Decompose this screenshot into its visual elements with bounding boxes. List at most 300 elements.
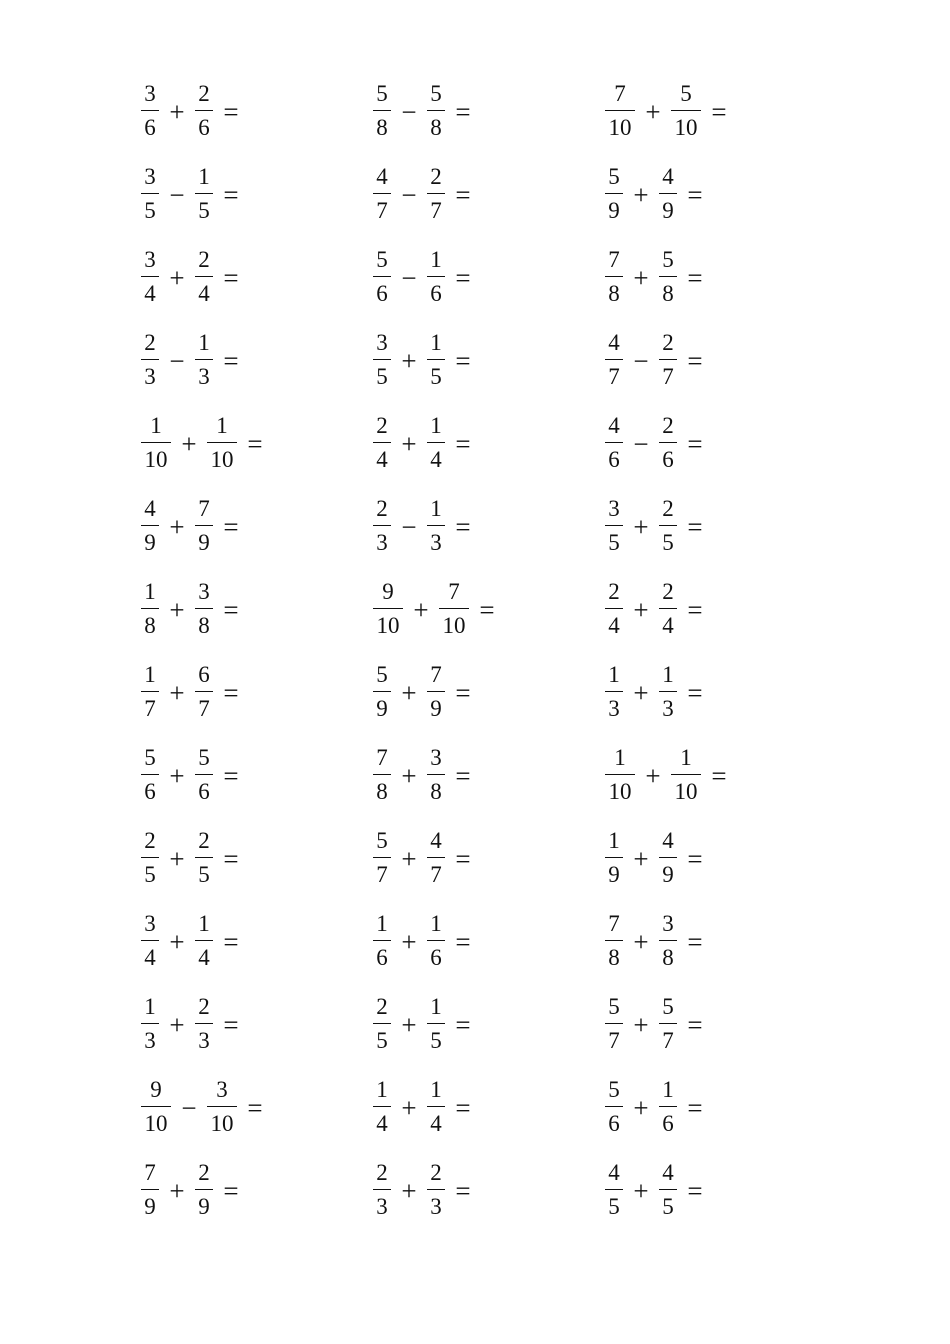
numerator: 7 bbox=[448, 579, 460, 604]
second-fraction bbox=[658, 907, 678, 979]
fraction-bar bbox=[427, 525, 445, 526]
operator-sign: + bbox=[169, 1010, 185, 1040]
operator-sign: + bbox=[401, 1010, 417, 1040]
fraction-bar bbox=[373, 774, 391, 775]
numerator: 4 bbox=[662, 828, 674, 853]
first-fraction bbox=[372, 658, 392, 730]
fraction-bar bbox=[141, 1106, 171, 1107]
numerator: 5 bbox=[680, 81, 692, 106]
fraction-bar bbox=[141, 276, 159, 277]
numerator: 2 bbox=[430, 1160, 442, 1185]
denominator: 5 bbox=[430, 364, 442, 389]
equals-sign: = bbox=[223, 761, 239, 791]
second-fraction bbox=[426, 326, 446, 398]
first-fraction bbox=[372, 907, 392, 979]
fraction-bar bbox=[195, 525, 213, 526]
fraction-bar bbox=[427, 1189, 445, 1190]
fraction-bar bbox=[605, 525, 623, 526]
second-fraction bbox=[194, 326, 214, 398]
operator-sign: + bbox=[645, 97, 661, 127]
equals-sign: = bbox=[223, 595, 239, 625]
fraction-bar bbox=[141, 1023, 159, 1024]
numerator: 2 bbox=[376, 1160, 388, 1185]
first-fraction bbox=[604, 1156, 624, 1228]
fraction-bar bbox=[605, 359, 623, 360]
numerator: 5 bbox=[376, 828, 388, 853]
fraction-bar bbox=[373, 691, 391, 692]
fraction-bar bbox=[439, 608, 469, 609]
numerator: 3 bbox=[144, 81, 156, 106]
numerator: 2 bbox=[662, 330, 674, 355]
numerator: 1 bbox=[376, 911, 388, 936]
first-fraction bbox=[140, 658, 160, 730]
operator-sign: − bbox=[169, 346, 185, 376]
operator-sign: + bbox=[401, 927, 417, 957]
second-fraction bbox=[426, 243, 446, 315]
operator-sign: + bbox=[633, 512, 649, 542]
fraction-bar bbox=[195, 1189, 213, 1190]
fraction-bar bbox=[605, 193, 623, 194]
fraction-bar bbox=[659, 1189, 677, 1190]
fraction-bar bbox=[373, 193, 391, 194]
denominator: 7 bbox=[198, 696, 210, 721]
denominator: 5 bbox=[608, 530, 620, 555]
equals-sign: = bbox=[455, 263, 471, 293]
fraction-bar bbox=[427, 110, 445, 111]
denominator: 7 bbox=[662, 1028, 674, 1053]
numerator: 7 bbox=[144, 1160, 156, 1185]
second-fraction bbox=[194, 243, 214, 315]
denominator: 9 bbox=[608, 198, 620, 223]
denominator: 8 bbox=[376, 779, 388, 804]
denominator: 7 bbox=[376, 862, 388, 887]
denominator: 8 bbox=[608, 945, 620, 970]
denominator: 4 bbox=[430, 1111, 442, 1136]
denominator: 4 bbox=[430, 447, 442, 472]
second-fraction bbox=[658, 243, 678, 315]
numerator: 5 bbox=[608, 1077, 620, 1102]
fraction-bar bbox=[427, 857, 445, 858]
denominator: 3 bbox=[662, 696, 674, 721]
equals-sign: = bbox=[687, 927, 703, 957]
operator-sign: + bbox=[633, 678, 649, 708]
first-fraction bbox=[604, 1073, 624, 1145]
operator-sign: + bbox=[169, 1176, 185, 1206]
denominator: 7 bbox=[376, 198, 388, 223]
numerator: 4 bbox=[662, 164, 674, 189]
denominator: 5 bbox=[662, 530, 674, 555]
operator-sign: − bbox=[633, 346, 649, 376]
first-fraction bbox=[372, 77, 392, 149]
numerator: 2 bbox=[198, 247, 210, 272]
operator-sign: + bbox=[645, 761, 661, 791]
fraction-bar bbox=[659, 525, 677, 526]
second-fraction bbox=[194, 658, 214, 730]
numerator: 5 bbox=[430, 81, 442, 106]
fraction-bar bbox=[195, 940, 213, 941]
equals-sign: = bbox=[687, 678, 703, 708]
numerator: 4 bbox=[662, 1160, 674, 1185]
numerator: 1 bbox=[144, 994, 156, 1019]
fraction-bar bbox=[427, 442, 445, 443]
equals-sign: = bbox=[223, 512, 239, 542]
denominator: 10 bbox=[674, 115, 698, 140]
fraction-bar bbox=[141, 525, 159, 526]
equals-sign: = bbox=[223, 263, 239, 293]
equals-sign: = bbox=[455, 1176, 471, 1206]
first-fraction bbox=[372, 1156, 392, 1228]
fraction-bar bbox=[373, 276, 391, 277]
numerator: 5 bbox=[662, 994, 674, 1019]
operator-sign: − bbox=[633, 429, 649, 459]
second-fraction bbox=[658, 824, 678, 896]
denominator: 5 bbox=[376, 364, 388, 389]
equals-sign: = bbox=[455, 429, 471, 459]
fraction-bar bbox=[373, 359, 391, 360]
denominator: 9 bbox=[198, 530, 210, 555]
first-fraction bbox=[372, 575, 404, 647]
numerator: 2 bbox=[198, 994, 210, 1019]
fraction-bar bbox=[195, 359, 213, 360]
fraction-bar bbox=[195, 110, 213, 111]
operator-sign: + bbox=[401, 1093, 417, 1123]
fraction-bar bbox=[141, 940, 159, 941]
numerator: 2 bbox=[430, 164, 442, 189]
fraction-bar bbox=[605, 276, 623, 277]
denominator: 9 bbox=[144, 1194, 156, 1219]
second-fraction bbox=[670, 77, 702, 149]
fraction-bar bbox=[605, 442, 623, 443]
denominator: 9 bbox=[662, 198, 674, 223]
operator-sign: + bbox=[633, 263, 649, 293]
denominator: 6 bbox=[608, 1111, 620, 1136]
numerator: 5 bbox=[198, 745, 210, 770]
numerator: 7 bbox=[376, 745, 388, 770]
denominator: 4 bbox=[198, 281, 210, 306]
numerator: 1 bbox=[216, 413, 228, 438]
operator-sign: − bbox=[401, 180, 417, 210]
equals-sign: = bbox=[687, 1176, 703, 1206]
second-fraction bbox=[194, 824, 214, 896]
equals-sign: = bbox=[711, 761, 727, 791]
numerator: 1 bbox=[608, 662, 620, 687]
equals-sign: = bbox=[687, 180, 703, 210]
fraction-bar bbox=[195, 691, 213, 692]
fraction-bar bbox=[659, 1106, 677, 1107]
denominator: 3 bbox=[430, 1194, 442, 1219]
denominator: 4 bbox=[376, 1111, 388, 1136]
operator-sign: + bbox=[401, 678, 417, 708]
fraction-bar bbox=[141, 359, 159, 360]
fraction-bar bbox=[605, 110, 635, 111]
denominator: 10 bbox=[442, 613, 466, 638]
numerator: 5 bbox=[144, 745, 156, 770]
numerator: 4 bbox=[376, 164, 388, 189]
second-fraction bbox=[194, 575, 214, 647]
equals-sign: = bbox=[687, 429, 703, 459]
operator-sign: + bbox=[169, 595, 185, 625]
fraction-bar bbox=[207, 1106, 237, 1107]
denominator: 6 bbox=[144, 779, 156, 804]
fraction-bar bbox=[141, 857, 159, 858]
denominator: 3 bbox=[144, 1028, 156, 1053]
fraction-bar bbox=[373, 525, 391, 526]
second-fraction bbox=[194, 160, 214, 232]
denominator: 10 bbox=[210, 1111, 234, 1136]
numerator: 7 bbox=[198, 496, 210, 521]
fraction-bar bbox=[195, 276, 213, 277]
equals-sign: = bbox=[455, 346, 471, 376]
fraction-bar bbox=[427, 1023, 445, 1024]
denominator: 4 bbox=[608, 613, 620, 638]
operator-sign: + bbox=[169, 97, 185, 127]
numerator: 2 bbox=[662, 413, 674, 438]
fraction-bar bbox=[427, 940, 445, 941]
second-fraction bbox=[194, 741, 214, 813]
second-fraction bbox=[670, 741, 702, 813]
second-fraction bbox=[426, 907, 446, 979]
numerator: 1 bbox=[430, 496, 442, 521]
numerator: 5 bbox=[376, 81, 388, 106]
denominator: 4 bbox=[144, 945, 156, 970]
fraction-bar bbox=[659, 276, 677, 277]
first-fraction bbox=[140, 907, 160, 979]
numerator: 1 bbox=[144, 579, 156, 604]
fraction-bar bbox=[207, 442, 237, 443]
numerator: 1 bbox=[198, 164, 210, 189]
denominator: 5 bbox=[144, 862, 156, 887]
second-fraction bbox=[426, 658, 446, 730]
denominator: 3 bbox=[144, 364, 156, 389]
equals-sign: = bbox=[711, 97, 727, 127]
numerator: 5 bbox=[376, 662, 388, 687]
first-fraction bbox=[604, 77, 636, 149]
denominator: 3 bbox=[376, 1194, 388, 1219]
first-fraction bbox=[140, 326, 160, 398]
numerator: 3 bbox=[144, 164, 156, 189]
denominator: 4 bbox=[144, 281, 156, 306]
second-fraction bbox=[658, 160, 678, 232]
operator-sign: + bbox=[401, 346, 417, 376]
numerator: 2 bbox=[144, 828, 156, 853]
denominator: 10 bbox=[376, 613, 400, 638]
fraction-bar bbox=[659, 442, 677, 443]
denominator: 5 bbox=[608, 1194, 620, 1219]
numerator: 5 bbox=[376, 247, 388, 272]
numerator: 3 bbox=[662, 911, 674, 936]
operator-sign: + bbox=[633, 1176, 649, 1206]
numerator: 1 bbox=[662, 662, 674, 687]
numerator: 7 bbox=[608, 911, 620, 936]
operator-sign: + bbox=[401, 1176, 417, 1206]
numerator: 2 bbox=[198, 81, 210, 106]
denominator: 3 bbox=[198, 1028, 210, 1053]
numerator: 1 bbox=[430, 994, 442, 1019]
second-fraction bbox=[194, 990, 214, 1062]
fraction-bar bbox=[659, 359, 677, 360]
numerator: 5 bbox=[608, 164, 620, 189]
second-fraction bbox=[194, 492, 214, 564]
denominator: 6 bbox=[608, 447, 620, 472]
fraction-bar bbox=[605, 940, 623, 941]
numerator: 9 bbox=[150, 1077, 162, 1102]
fraction-bar bbox=[373, 608, 403, 609]
operator-sign: + bbox=[633, 1093, 649, 1123]
first-fraction bbox=[140, 741, 160, 813]
numerator: 1 bbox=[144, 662, 156, 687]
denominator: 10 bbox=[144, 447, 168, 472]
denominator: 3 bbox=[430, 530, 442, 555]
operator-sign: + bbox=[401, 761, 417, 791]
fraction-bar bbox=[659, 193, 677, 194]
numerator: 1 bbox=[430, 1077, 442, 1102]
denominator: 8 bbox=[430, 115, 442, 140]
denominator: 8 bbox=[198, 613, 210, 638]
equals-sign: = bbox=[687, 595, 703, 625]
denominator: 10 bbox=[674, 779, 698, 804]
first-fraction bbox=[140, 492, 160, 564]
denominator: 9 bbox=[430, 696, 442, 721]
numerator: 2 bbox=[608, 579, 620, 604]
equals-sign: = bbox=[687, 1093, 703, 1123]
denominator: 7 bbox=[662, 364, 674, 389]
denominator: 7 bbox=[608, 364, 620, 389]
first-fraction bbox=[140, 77, 160, 149]
first-fraction bbox=[140, 409, 172, 481]
operator-sign: − bbox=[169, 180, 185, 210]
denominator: 7 bbox=[608, 1028, 620, 1053]
numerator: 6 bbox=[198, 662, 210, 687]
fraction-bar bbox=[373, 857, 391, 858]
numerator: 4 bbox=[608, 413, 620, 438]
denominator: 8 bbox=[662, 281, 674, 306]
equals-sign: = bbox=[479, 595, 495, 625]
second-fraction bbox=[206, 1073, 238, 1145]
fraction-bar bbox=[659, 857, 677, 858]
equals-sign: = bbox=[455, 761, 471, 791]
equals-sign: = bbox=[247, 429, 263, 459]
fraction-bar bbox=[373, 940, 391, 941]
denominator: 9 bbox=[198, 1194, 210, 1219]
denominator: 6 bbox=[662, 1111, 674, 1136]
denominator: 8 bbox=[144, 613, 156, 638]
equals-sign: = bbox=[687, 844, 703, 874]
denominator: 9 bbox=[662, 862, 674, 887]
operator-sign: + bbox=[181, 429, 197, 459]
first-fraction bbox=[140, 1073, 172, 1145]
second-fraction bbox=[658, 575, 678, 647]
first-fraction bbox=[372, 990, 392, 1062]
fraction-bar bbox=[659, 940, 677, 941]
denominator: 6 bbox=[198, 115, 210, 140]
numerator: 7 bbox=[614, 81, 626, 106]
numerator: 5 bbox=[608, 994, 620, 1019]
numerator: 3 bbox=[198, 579, 210, 604]
operator-sign: + bbox=[169, 927, 185, 957]
first-fraction bbox=[604, 492, 624, 564]
denominator: 3 bbox=[376, 530, 388, 555]
equals-sign: = bbox=[455, 512, 471, 542]
fraction-bar bbox=[671, 110, 701, 111]
numerator: 1 bbox=[430, 413, 442, 438]
first-fraction bbox=[604, 160, 624, 232]
denominator: 5 bbox=[198, 862, 210, 887]
numerator: 3 bbox=[608, 496, 620, 521]
first-fraction bbox=[140, 575, 160, 647]
numerator: 2 bbox=[376, 413, 388, 438]
second-fraction bbox=[658, 658, 678, 730]
fraction-bar bbox=[373, 1106, 391, 1107]
operator-sign: + bbox=[401, 429, 417, 459]
denominator: 4 bbox=[662, 613, 674, 638]
fraction-bar bbox=[195, 857, 213, 858]
second-fraction bbox=[206, 409, 238, 481]
denominator: 10 bbox=[210, 447, 234, 472]
equals-sign: = bbox=[223, 180, 239, 210]
fraction-bar bbox=[373, 442, 391, 443]
fraction-bar bbox=[427, 359, 445, 360]
fraction-bar bbox=[373, 110, 391, 111]
first-fraction bbox=[604, 907, 624, 979]
equals-sign: = bbox=[455, 678, 471, 708]
first-fraction bbox=[140, 990, 160, 1062]
fraction-bar bbox=[373, 1189, 391, 1190]
operator-sign: + bbox=[169, 678, 185, 708]
numerator: 1 bbox=[198, 330, 210, 355]
numerator: 4 bbox=[144, 496, 156, 521]
fraction-bar bbox=[659, 691, 677, 692]
denominator: 6 bbox=[198, 779, 210, 804]
denominator: 8 bbox=[608, 281, 620, 306]
operator-sign: + bbox=[401, 844, 417, 874]
second-fraction bbox=[658, 326, 678, 398]
numerator: 4 bbox=[430, 828, 442, 853]
denominator: 6 bbox=[376, 281, 388, 306]
first-fraction bbox=[372, 326, 392, 398]
numerator: 3 bbox=[430, 745, 442, 770]
second-fraction bbox=[426, 1073, 446, 1145]
second-fraction bbox=[426, 1156, 446, 1228]
equals-sign: = bbox=[455, 927, 471, 957]
numerator: 1 bbox=[614, 745, 626, 770]
equals-sign: = bbox=[687, 263, 703, 293]
fraction-bar bbox=[373, 1023, 391, 1024]
denominator: 5 bbox=[198, 198, 210, 223]
first-fraction bbox=[604, 409, 624, 481]
numerator: 2 bbox=[376, 994, 388, 1019]
numerator: 2 bbox=[376, 496, 388, 521]
second-fraction bbox=[426, 77, 446, 149]
numerator: 7 bbox=[608, 247, 620, 272]
numerator: 1 bbox=[198, 911, 210, 936]
fraction-bar bbox=[427, 774, 445, 775]
operator-sign: − bbox=[401, 263, 417, 293]
second-fraction bbox=[426, 409, 446, 481]
denominator: 7 bbox=[430, 198, 442, 223]
denominator: 6 bbox=[430, 945, 442, 970]
numerator: 1 bbox=[150, 413, 162, 438]
first-fraction bbox=[604, 575, 624, 647]
second-fraction bbox=[426, 741, 446, 813]
fraction-bar bbox=[195, 1023, 213, 1024]
fraction-bar bbox=[605, 1023, 623, 1024]
operator-sign: + bbox=[633, 927, 649, 957]
fraction-bar bbox=[659, 608, 677, 609]
second-fraction bbox=[426, 492, 446, 564]
denominator: 10 bbox=[608, 115, 632, 140]
fraction-bar bbox=[195, 774, 213, 775]
equals-sign: = bbox=[247, 1093, 263, 1123]
